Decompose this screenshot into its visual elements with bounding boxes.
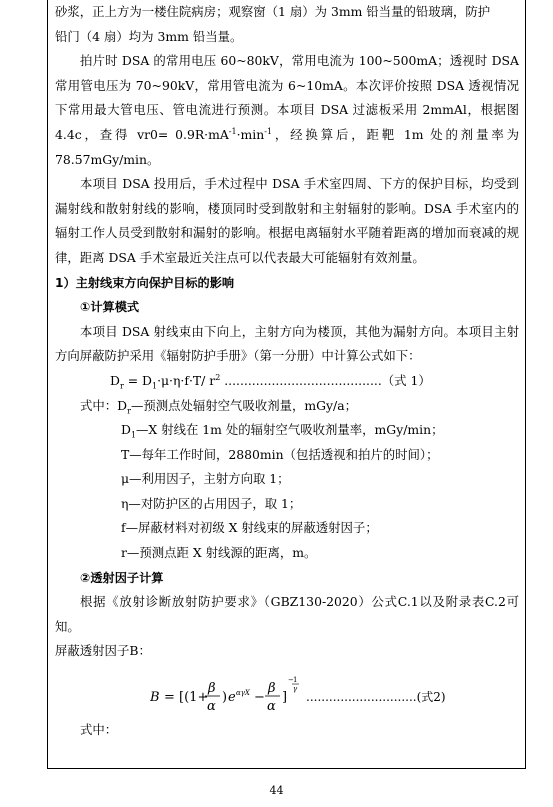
paragraph-calc-method: 本项目 DSA 射线束由下向上，主射方向为楼顶，其他为漏射方向。本项目主射方向屏蔽防护采用《辐射防护手册》（第一分册）中计算公式如下：: [55, 323, 519, 364]
svg-text:β: β: [208, 681, 216, 697]
svg-text:.............................(: .............................(式2): [306, 690, 446, 705]
svg-text:α: α: [207, 699, 216, 715]
svg-text:B: B: [150, 690, 160, 706]
paragraph-standard-ref: 根据《放射诊断放射防护要求》（GBZ130-2020）公式C.1以及附录表C.2可知。: [55, 594, 519, 634]
svg-text:]: ]: [282, 690, 288, 706]
definition-item: $D_1—X$ 射线在 1m 处的辐射空气吸收剂量率，mGy/min；: [121, 422, 444, 440]
svg-text:α: α: [267, 699, 276, 715]
svg-text:e: e: [228, 690, 236, 706]
svg-text:−: −: [288, 676, 294, 685]
where-label-2: 式中：: [80, 722, 118, 738]
definition-item: η—对防护区的占用因子，取 1；: [121, 495, 302, 511]
document-frame: [47, 0, 526, 769]
text-line: 砂浆，正上方为一楼住院病房；观察窗（1 扇）为 3mm 铅当量的铅玻璃，防护: [55, 4, 491, 19]
formula-2: [55, 668, 519, 720]
paragraph-dsa-parameters: 拍片时 DSA 的常用电压 60~80kV，常用电流为 100~500mA；透视时 DSA 常用管电压为 70~90kV，常用管电流为 6~10mA。本次评价按照 DSA 透视情况下常用最大管电压、管电流进行预测。本项目 DSA 过滤板采用 2mmAl，根据图 4.4c，查得 $vr0= 0.9R\cdot mA^{-1}\cdot\min^{-1}$，经换算后，距靶 1m 处的剂量率为 78.57mGy/min。: [55, 53, 519, 167]
svg-text:−: −: [254, 690, 265, 706]
definition-item: f—屏蔽材料对初级 X 射线束的屏蔽透射因子；: [121, 520, 378, 536]
formula-1: $D_r = D_1\cdot\mu\cdot\eta\cdot f\cdot T/$ $r^2$ ........................................（式 1）: [110, 372, 431, 391]
paragraph-transmission-factor: 屏蔽透射因子B：: [55, 643, 151, 659]
svg-text:γ: γ: [293, 685, 298, 694]
page-number: 44: [269, 784, 284, 797]
svg-text:β: β: [268, 681, 276, 697]
formula-2-graphic: [150, 668, 470, 720]
svg-text:1: 1: [293, 676, 298, 685]
definition-item: μ—利用因子，主射方向取 1；: [121, 471, 290, 487]
svg-text:): ): [222, 690, 228, 706]
section-heading: 1）主射线束方向保护目标的影响: [55, 275, 235, 290]
definition-item: T—每年工作时间，2880min（包括透视和拍片的时间）；: [121, 446, 439, 462]
text-line: 铅门（4 扇）均为 3mm 铅当量。: [55, 28, 243, 44]
svg-text:αγX: αγX: [236, 689, 250, 698]
where-label: 式中：$D_r—$预测点处辐射空气吸收剂量，mGy/a；: [80, 397, 358, 415]
subsection-heading: ①计算模式: [80, 300, 140, 315]
svg-text:= [(1+: = [(1+: [164, 690, 209, 706]
paragraph-protection-targets: 本项目 DSA 投用后，手术过程中 DSA 手术室四周、下方的保护目标，均受到漏射线和散射射线的影响，楼顶同时受到散射和主射辐射的影响。DSA 手术室内的辐射工作人员受到散射和漏射的影响。根据电离辐射水平随着距离的增加而衰减的规律，距离 DSA 手术室最近关注点可以代表最大可能辐射有效剂量。: [55, 176, 519, 265]
document-body: [55, 0, 519, 743]
subsection-heading: ②透射因子计算: [80, 570, 164, 585]
definition-item: r—预测点距 X 射线源的距离，m。: [121, 545, 317, 561]
